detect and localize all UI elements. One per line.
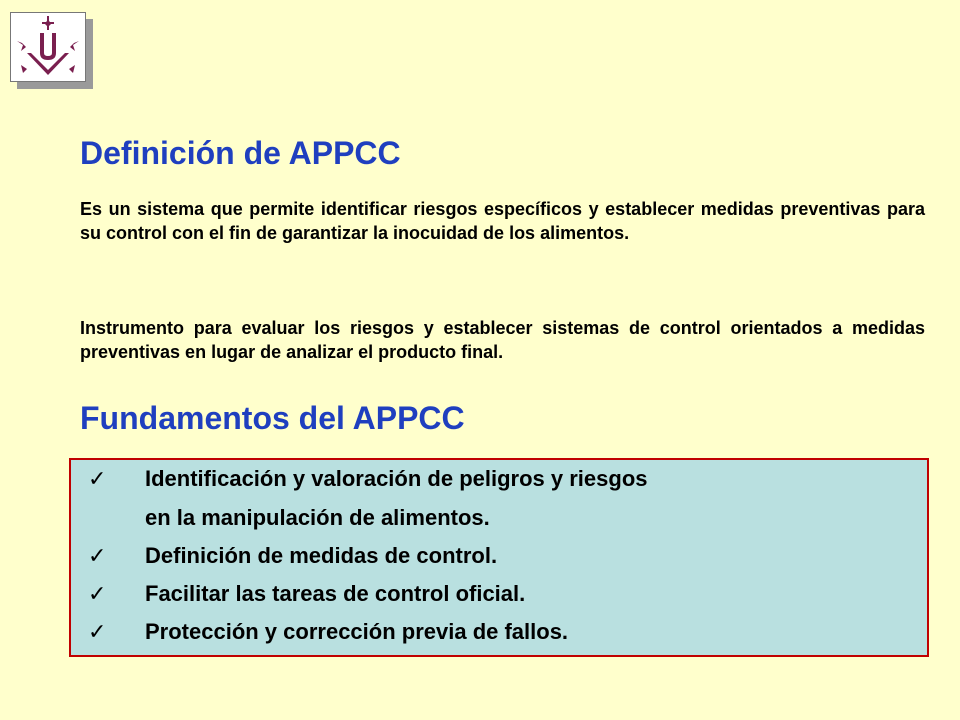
list-item-text: en la manipulación de alimentos.: [145, 505, 490, 530]
list-item-text: Definición de medidas de control.: [145, 543, 498, 568]
university-cross-logo-icon: [11, 13, 85, 81]
logo: [10, 12, 86, 82]
fundamentals-title: Fundamentos del APPCC: [80, 400, 465, 436]
checkmark-icon: ✓: [88, 619, 107, 644]
list-item: [71, 540, 927, 572]
list-item-text: Facilitar las tareas de control oficial.: [145, 581, 526, 606]
list-item: [71, 463, 927, 495]
fundamentals-box: [69, 458, 929, 657]
checkmark-icon: ✓: [88, 581, 107, 606]
list-item-text: Protección y corrección previa de fallos.: [145, 619, 569, 644]
definition-paragraph-1: Es un sistema que permite identificar riesgos específicos y establecer medidas preventivas para su control con el fin de garantizar la inocuidad de los alimentos.: [80, 199, 925, 243]
checkmark-icon: ✓: [88, 543, 107, 568]
definition-title: Definición de APPCC: [80, 135, 401, 171]
list-item: [71, 578, 927, 610]
checkmark-icon: ✓: [88, 466, 107, 491]
definition-paragraph-2: Instrumento para evaluar los riesgos y establecer sistemas de control orientados a medidas preventivas en lugar de analizar el producto final.: [80, 318, 925, 362]
list-item-text: Identificación y valoración de peligros y riesgos: [145, 466, 648, 491]
list-item: [71, 616, 927, 648]
list-item: [71, 502, 927, 534]
